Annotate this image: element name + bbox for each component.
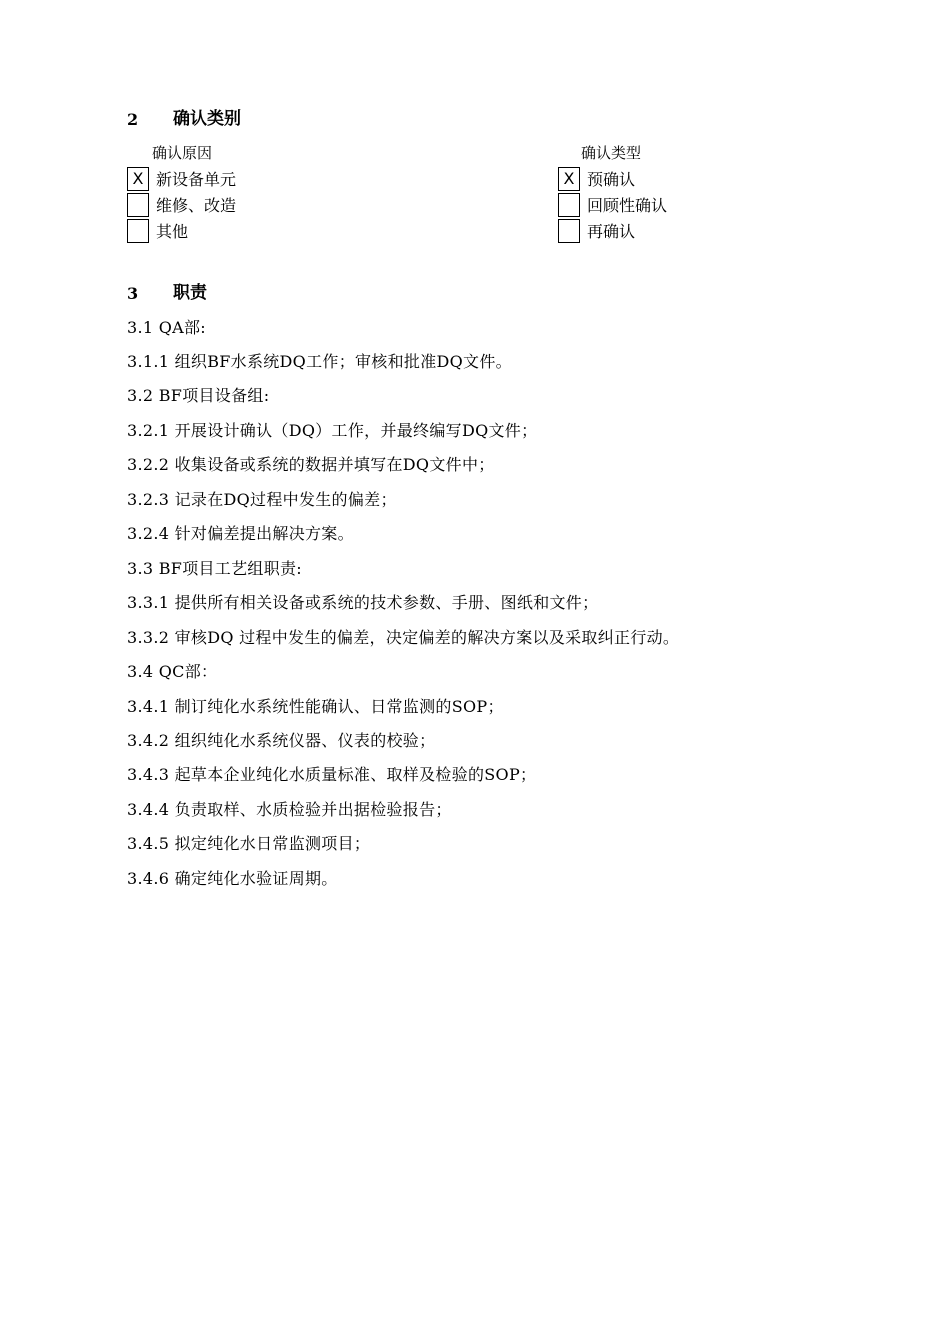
responsibility-item: 3.4.2 组织纯化水系统仪器、仪表的校验；: [127, 731, 436, 750]
responsibility-item: 3.1.1 组织BF水系统DQ工作；审核和批准DQ文件。: [127, 352, 512, 371]
type-checkbox-re[interactable]: [558, 219, 580, 243]
section-3-number: 3: [127, 284, 139, 303]
type-label-pre: 预确认: [587, 170, 636, 189]
type-label-re: 再确认: [587, 222, 636, 241]
reason-label-new-equipment: 新设备单元: [156, 170, 237, 189]
responsibility-item: 3.4 QC部：: [127, 662, 218, 681]
responsibility-item: 3.2.3 记录在DQ过程中发生的偏差；: [127, 490, 397, 509]
type-checkbox-retrospective[interactable]: [558, 193, 580, 217]
reason-checkbox-new-equipment[interactable]: X: [127, 167, 149, 191]
section-2-title: 确认类别: [173, 109, 241, 129]
responsibility-item: 3.3.1 提供所有相关设备或系统的技术参数、手册、图纸和文件；: [127, 593, 599, 612]
responsibility-item: 3.2.2 收集设备或系统的数据并填写在DQ文件中；: [127, 455, 495, 474]
responsibility-item: 3.2.1 开展设计确认（DQ）工作，并最终编写DQ文件；: [127, 421, 538, 440]
reason-checkbox-maintenance[interactable]: [127, 193, 149, 217]
reason-label-other: 其他: [156, 222, 189, 241]
responsibility-item: 3.4.3 起草本企业纯化水质量标准、取样及检验的SOP；: [127, 765, 537, 784]
responsibility-item: 3.4.6 确定纯化水验证周期。: [127, 869, 338, 888]
section-3-title: 职责: [173, 283, 207, 303]
section-2-number: 2: [127, 110, 139, 129]
responsibility-item: 3.2.4 针对偏差提出解决方案。: [127, 524, 354, 543]
responsibility-item: 3.4.1 制订纯化水系统性能确认、日常监测的SOP；: [127, 697, 504, 716]
responsibility-item: 3.2 BF项目设备组:: [127, 386, 270, 405]
responsibility-item: 3.1 QA部:: [127, 318, 206, 337]
reason-column-title: 确认原因: [152, 144, 213, 162]
responsibility-item: 3.4.5 拟定纯化水日常监测项目；: [127, 834, 371, 853]
type-column-title: 确认类型: [581, 144, 642, 162]
reason-label-maintenance: 维修、改造: [156, 196, 237, 215]
type-checkbox-pre[interactable]: X: [558, 167, 580, 191]
responsibility-item: 3.3.2 审核DQ 过程中发生的偏差，决定偏差的解决方案以及采取纠正行动。: [127, 628, 680, 647]
responsibility-item: 3.4.4 负责取样、水质检验并出据检验报告；: [127, 800, 452, 819]
reason-checkbox-other[interactable]: [127, 219, 149, 243]
type-label-retrospective: 回顾性确认: [587, 196, 668, 215]
responsibility-item: 3.3 BF项目工艺组职责:: [127, 559, 302, 578]
